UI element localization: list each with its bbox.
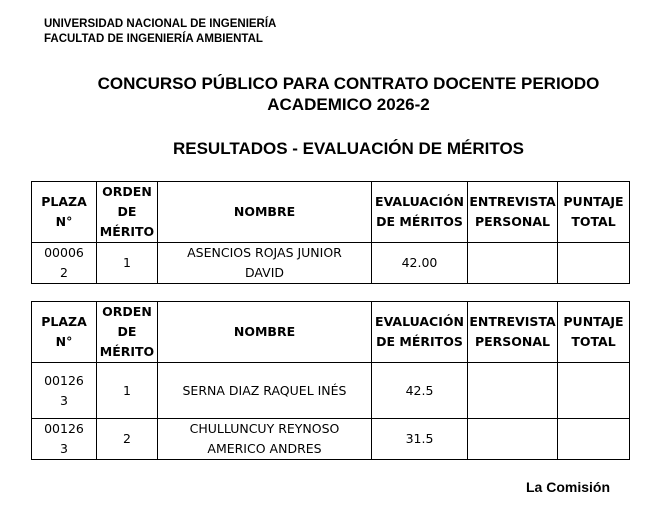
table-header-row xyxy=(32,302,630,363)
table-header-row xyxy=(32,182,630,243)
cell-plaza: 00126 3 xyxy=(32,419,97,460)
cell-entrevista xyxy=(468,419,558,460)
cell-evaluacion: 31.5 xyxy=(372,419,468,460)
cell-puntaje xyxy=(558,243,630,284)
header-entrevista-personal: ENTREVISTA PERSONAL xyxy=(468,302,558,363)
header-evaluacion-de-meritos: EVALUACIÓN DE MÉRITOS xyxy=(372,302,468,363)
cell-nombre: CHULLUNCUY REYNOSO AMERICO ANDRES xyxy=(158,419,372,460)
university-name: UNIVERSIDAD NACIONAL DE INGENIERÍA xyxy=(44,18,277,30)
table-row xyxy=(32,419,630,460)
cell-orden: 2 xyxy=(97,419,158,460)
cell-entrevista xyxy=(468,363,558,419)
results-table-plaza-1 xyxy=(31,181,630,284)
document-title-line-1: CONCURSO PÚBLICO PARA CONTRATO DOCENTE PERIODO xyxy=(97,74,600,93)
signature-la-comision: La Comisión xyxy=(526,479,611,495)
results-table-plaza-2 xyxy=(31,301,630,460)
header-puntaje-total: PUNTAJE TOTAL xyxy=(558,302,630,363)
cell-plaza: 00126 3 xyxy=(32,363,97,419)
cell-evaluacion: 42.5 xyxy=(372,363,468,419)
table-row xyxy=(32,243,630,284)
header-plaza: PLAZA N° xyxy=(32,302,97,363)
cell-puntaje xyxy=(558,363,630,419)
faculty-name: FACULTAD DE INGENIERÍA AMBIENTAL xyxy=(44,33,263,45)
header-nombre: NOMBRE xyxy=(158,182,372,243)
header-puntaje-total: PUNTAJE TOTAL xyxy=(558,182,630,243)
results-subtitle: RESULTADOS - EVALUACIÓN DE MÉRITOS xyxy=(172,139,525,158)
header-orden-de-merito: ORDEN DE MÉRITO xyxy=(97,302,158,363)
document-title-line-2: ACADEMICO 2026-2 xyxy=(267,95,430,114)
cell-orden: 1 xyxy=(97,363,158,419)
header-orden-de-merito: ORDEN DE MÉRITO xyxy=(97,182,158,243)
table-row xyxy=(32,363,630,419)
cell-puntaje xyxy=(558,419,630,460)
header-nombre: NOMBRE xyxy=(158,302,372,363)
header-plaza: PLAZA N° xyxy=(32,182,97,243)
cell-evaluacion: 42.00 xyxy=(372,243,468,284)
header-entrevista-personal: ENTREVISTA PERSONAL xyxy=(468,182,558,243)
cell-nombre: SERNA DIAZ RAQUEL INÉS xyxy=(158,363,372,419)
header-evaluacion-de-meritos: EVALUACIÓN DE MÉRITOS xyxy=(372,182,468,243)
cell-orden: 1 xyxy=(97,243,158,284)
cell-nombre: ASENCIOS ROJAS JUNIOR DAVID xyxy=(158,243,372,284)
cell-entrevista xyxy=(468,243,558,284)
cell-plaza: 00006 2 xyxy=(32,243,97,284)
document-title xyxy=(40,73,657,115)
